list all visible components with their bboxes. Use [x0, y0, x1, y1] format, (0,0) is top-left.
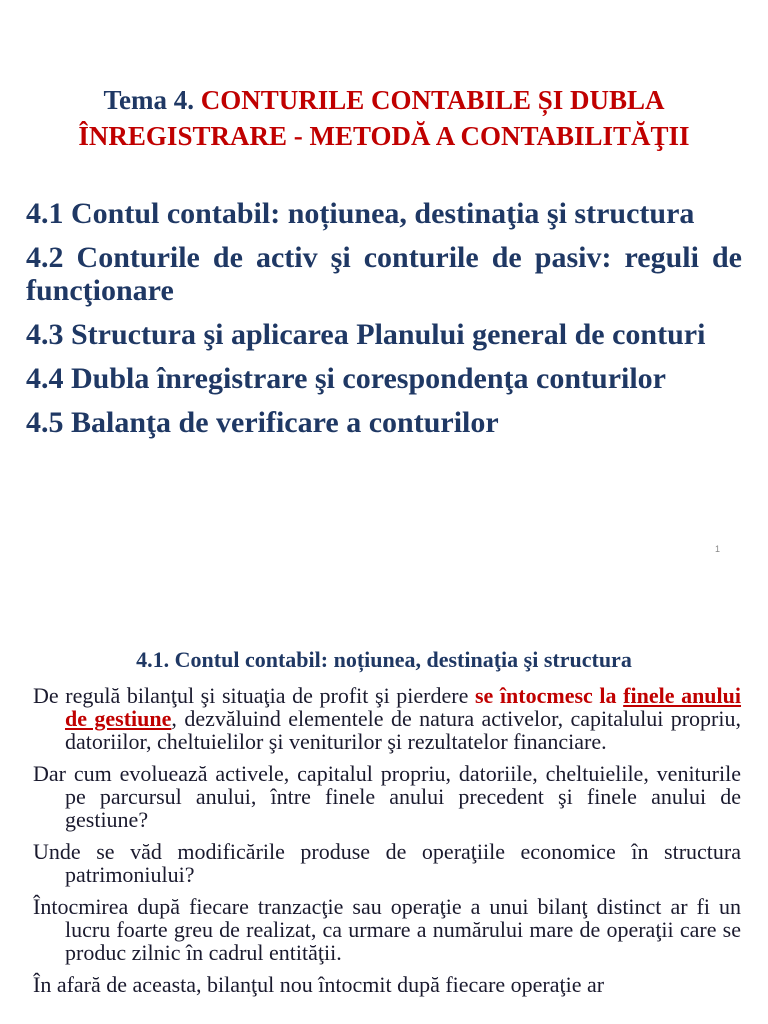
topics-list [26, 197, 742, 450]
topic-item-4-5: 4.5 Balanţa de verificare a conturilor [26, 406, 499, 439]
title-prefix: Tema 4. [103, 85, 194, 116]
section-title: 4.1. Contul contabil: noțiunea, destinaţia şi structura [136, 647, 632, 673]
slide-2 [0, 576, 768, 1024]
page-number: 1 [714, 544, 720, 554]
topic-item-4-4: 4.4 Dubla înregistrare şi corespondenţa conturilor [26, 362, 666, 395]
paragraph-3: Unde se văd modificările produse de operaţiile economice în structura patrimoniului? [33, 839, 741, 887]
slide-body [33, 684, 741, 1005]
paragraph-1 [33, 684, 741, 753]
highlight-text: se întocmesc la [474, 683, 624, 708]
paragraph-5: În afară de aceasta, bilanţul nou întocmit după fiecare operaţie ar [33, 972, 605, 997]
paragraph-4: Întocmirea după fiecare tranzacţie sau operaţie a unui bilanţ distinct ar fi un lucru foarte greu de realizat, ca urmare a numărului mare de operaţii care se produc zilnic în cadrul entităţii. [33, 894, 741, 965]
paragraph-2: Dar cum evoluează activele, capitalul propriu, datoriile, cheltuielile, veniturile pe parcursul anului, între finele anului precedent şi finele anului de gestiune? [33, 761, 741, 832]
topic-item-4-2: 4.2 Conturile de activ şi conturile de pasiv: reguli de funcţionare [26, 241, 742, 307]
slide-title [40, 82, 728, 154]
paragraph-1-intro: De regulă bilanţul şi situaţia de profit şi pierdere [33, 683, 475, 708]
topic-item-4-3: 4.3 Structura şi aplicarea Planului general de conturi [26, 318, 706, 351]
topic-item-4-1: 4.1 Contul contabil: noțiunea, destinaţia şi structura [26, 197, 695, 230]
paragraph-1-rest: , dezvăluind elementele de natura activelor, capitalului propriu, datoriilor, cheltuielilor şi veniturilor şi rezultatelor financiare. [65, 706, 741, 754]
title-main: CONTURILE CONTABILE ȘI DUBLA ÎNREGISTRARE - METODĂ A CONTABILITĂŢII [78, 85, 690, 152]
highlight-underlined-text: finele anului de gestiune [65, 683, 742, 731]
